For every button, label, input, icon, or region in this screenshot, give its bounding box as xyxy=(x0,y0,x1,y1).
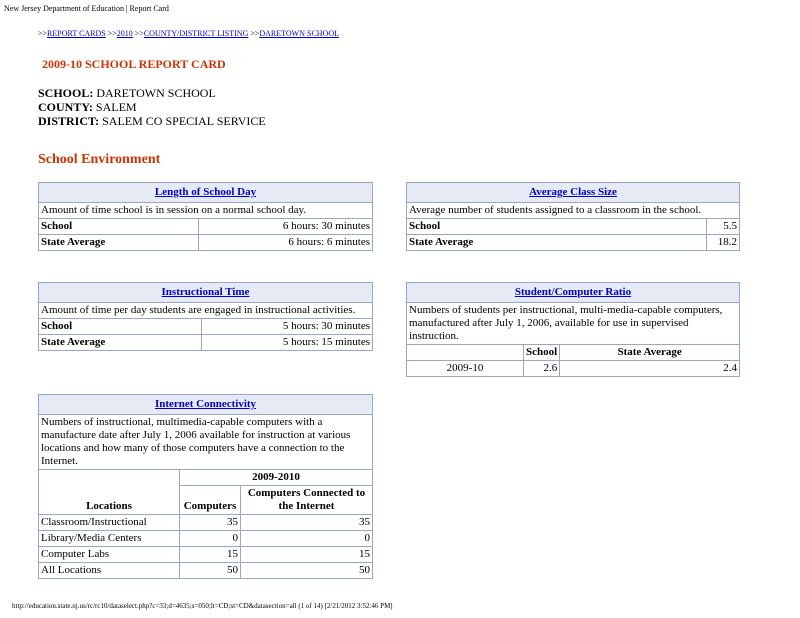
row-value: 6 hours: 30 minutes xyxy=(199,219,373,235)
breadcrumb-sep: >> xyxy=(250,29,260,38)
internet-header xyxy=(39,395,373,415)
district-value: SALEM CO SPECIAL SERVICE xyxy=(99,114,266,128)
table-row xyxy=(39,335,373,351)
breadcrumb-county-district-link[interactable]: COUNTY/DISTRICT LISTING xyxy=(143,29,249,38)
table-row xyxy=(407,361,740,377)
length-of-day-link[interactable]: Length of School Day xyxy=(154,186,257,198)
class-size-description: Average number of students assigned to a classroom in the school. xyxy=(407,203,740,219)
state-value: 2.4 xyxy=(560,361,740,377)
class-size-table xyxy=(406,182,740,251)
row-label: School xyxy=(39,219,199,235)
internet-description: Numbers of instructional, multimedia-capable computers with a manufacture date after July 1, 2006 available for instruction at various locations and how many of those computers have a connection to the Internet. xyxy=(39,415,373,470)
page-header: New Jersey Department of Education | Report Card xyxy=(4,4,169,13)
connected-cell: 35 xyxy=(241,515,373,531)
computers-cell: 0 xyxy=(180,531,241,547)
row-label: School xyxy=(39,319,202,335)
instructional-time-header xyxy=(39,283,373,303)
row-value: 5.5 xyxy=(707,219,740,235)
year-header: 2009-2010 xyxy=(180,470,373,486)
school-line xyxy=(38,86,216,100)
breadcrumb-school-link[interactable]: DARETOWN SCHOOL xyxy=(259,29,340,38)
col-locations: Locations xyxy=(39,470,180,515)
computers-cell: 15 xyxy=(180,547,241,563)
length-of-day-table xyxy=(38,182,373,251)
page-footer-url: http://education.state.nj.us/rc/rc10/dataselect.php?c=33;d=4635;s=050;lt=CD;st=CD&datasection=all (1 of 14) [2/21/2012 3:52:46 PM] xyxy=(12,602,393,610)
internet-link[interactable]: Internet Connectivity xyxy=(154,398,257,410)
county-line xyxy=(38,100,137,114)
district-label: DISTRICT: xyxy=(38,114,100,128)
table-row xyxy=(39,235,373,251)
county-value: SALEM xyxy=(92,100,137,114)
location-cell: All Locations xyxy=(39,563,180,579)
length-of-day-description: Amount of time school is in session on a normal school day. xyxy=(39,203,373,219)
connected-cell: 15 xyxy=(241,547,373,563)
col-computers: Computers xyxy=(180,486,241,515)
instructional-time-description: Amount of time per day students are engaged in instructional activities. xyxy=(39,303,373,319)
table-row xyxy=(39,547,373,563)
table-row xyxy=(39,219,373,235)
table-row xyxy=(39,470,373,486)
computer-ratio-table xyxy=(406,282,740,377)
district-line xyxy=(38,114,266,128)
breadcrumb-sep: >> xyxy=(107,29,117,38)
col-state-average: State Average xyxy=(560,345,740,361)
school-value: 2.6 xyxy=(524,361,560,377)
school-label: SCHOOL: xyxy=(38,86,94,100)
internet-connectivity-table xyxy=(38,394,373,579)
computer-ratio-link[interactable]: Student/Computer Ratio xyxy=(514,286,632,298)
connected-cell: 0 xyxy=(241,531,373,547)
class-size-link[interactable]: Average Class Size xyxy=(529,186,617,198)
row-label: State Average xyxy=(39,235,199,251)
row-value: 18.2 xyxy=(707,235,740,251)
connected-cell: 50 xyxy=(241,563,373,579)
table-row xyxy=(39,563,373,579)
county-label: COUNTY: xyxy=(38,100,93,114)
col-school: School xyxy=(524,345,560,361)
class-size-header xyxy=(407,183,740,203)
table-row xyxy=(39,515,373,531)
computer-ratio-header xyxy=(407,283,740,303)
location-cell: Classroom/Instructional xyxy=(39,515,180,531)
blank-cell xyxy=(407,345,524,361)
length-of-day-header xyxy=(39,183,373,203)
report-title: 2009-10 SCHOOL REPORT CARD xyxy=(42,57,226,71)
section-title: School Environment xyxy=(38,152,161,167)
row-label: School xyxy=(407,219,707,235)
breadcrumb-2010-link[interactable]: 2010 xyxy=(116,29,133,38)
row-label: State Average xyxy=(407,235,707,251)
computers-cell: 35 xyxy=(180,515,241,531)
breadcrumb-sep: >> xyxy=(38,29,48,38)
school-value: DARETOWN SCHOOL xyxy=(93,86,216,100)
year-cell: 2009-10 xyxy=(407,361,524,377)
row-value: 5 hours: 30 minutes xyxy=(202,319,373,335)
computer-ratio-description: Numbers of students per instructional, multi-media-capable computers, manufactured after July 1, 2006, available for use in supervised instruction. xyxy=(407,303,740,345)
location-cell: Computer Labs xyxy=(39,547,180,563)
row-label: State Average xyxy=(39,335,202,351)
table-row xyxy=(39,319,373,335)
table-row xyxy=(39,531,373,547)
instructional-time-link[interactable]: Instructional Time xyxy=(161,286,250,298)
row-value: 6 hours: 6 minutes xyxy=(199,235,373,251)
breadcrumb xyxy=(38,29,339,38)
table-row xyxy=(407,345,740,361)
instructional-time-table xyxy=(38,282,373,351)
location-cell: Library/Media Centers xyxy=(39,531,180,547)
col-connected: Computers Connected to the Internet xyxy=(241,486,373,515)
breadcrumb-report-cards-link[interactable]: REPORT CARDS xyxy=(47,29,106,38)
breadcrumb-sep: >> xyxy=(134,29,144,38)
table-row xyxy=(407,235,740,251)
table-row xyxy=(407,219,740,235)
row-value: 5 hours: 15 minutes xyxy=(202,335,373,351)
computers-cell: 50 xyxy=(180,563,241,579)
